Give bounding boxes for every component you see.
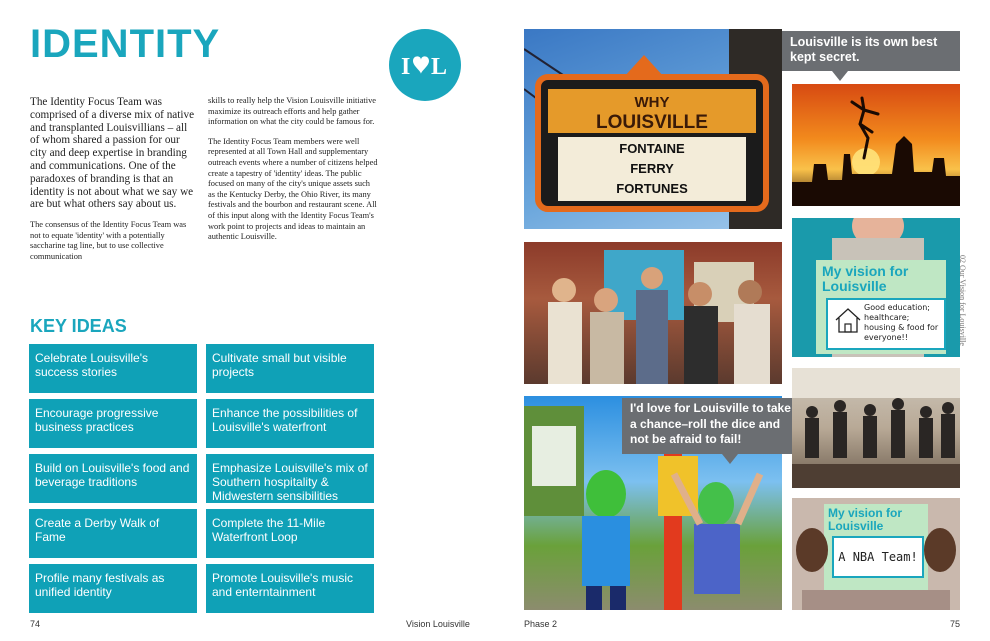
key-idea-box: Promote Louisville's music and enterntainment	[206, 564, 374, 613]
side-section-label: 02 Our Vision for Louisville	[958, 255, 967, 346]
quote-bubble	[782, 31, 960, 71]
key-ideas-title: KEY IDEAS	[30, 316, 127, 336]
marquee-line: FONTAINE	[619, 141, 685, 156]
page-number-right: 75	[950, 619, 961, 629]
marquee-line: FERRY	[630, 161, 674, 176]
key-idea-box: Emphasize Louisville's mix of Southern hospitality & Midwestern sensibilities	[206, 454, 374, 503]
photo-meeting-room	[792, 368, 960, 488]
paragraph-3: skills to really help the Vision Louisville initiative maximize its outreach efforts and help gather information on what the city could be famous for.	[208, 96, 376, 127]
quote-text: I'd love for Louisville to take a chance–roll the dice and not be afraid to fail!	[630, 401, 791, 446]
page-title: IDENTITY	[30, 22, 221, 66]
svg-text:L: L	[431, 54, 448, 80]
paragraph-4: The Identity Focus Team members were well represented at all Town Hall and supplementary outreach events where a number of citizens helped create a tapestry of 'identity' ideas. The public focused on many of the city's unique assets such as the Kentucky Derby, the Ohio River, its many festivals and the bourbon and restaurant scene. All of this input along with the Identity Focus Team's work point to projects and ideas to maintain an authentic Louisville.	[208, 136, 378, 242]
svg-text:I: I	[401, 54, 411, 80]
sign-title: My vision for Louisville	[822, 263, 909, 294]
vision-louisville-logo	[389, 29, 461, 101]
footer-title: Vision Louisville	[406, 619, 470, 629]
logo-icon	[399, 50, 451, 80]
quote-text: Louisville is its own best kept secret.	[790, 35, 938, 64]
key-idea-box: Encourage progressive business practices	[29, 399, 197, 448]
body-column-1	[30, 96, 198, 263]
quote-bubble	[622, 398, 808, 454]
marquee-line: LOUISVILLE	[596, 112, 708, 133]
photo-vision-sign-1	[792, 218, 960, 357]
lead-paragraph: The Identity Focus Team was comprised of a diverse mix of native and transplanted Louisvillians – all of whom shared a passion for our city and deep expertise in branding and communications. One of the paradoxes of branding is that an identity is not about what we say we are but what others say about us.	[30, 96, 195, 211]
photo-vision-sign-2	[792, 498, 960, 610]
key-idea-box: Profile many festivals as unified identity	[29, 564, 197, 613]
footer-phase: Phase 2	[524, 619, 558, 629]
key-idea-box: Build on Louisville's food and beverage traditions	[29, 454, 197, 503]
photo-sunset-silhouette	[792, 84, 960, 206]
marquee-line: FORTUNES	[616, 181, 688, 196]
marquee-line: WHY	[634, 94, 670, 111]
house-drawing-icon	[834, 306, 862, 334]
marquee-sign-image	[524, 29, 782, 229]
key-idea-box: Create a Derby Walk of Fame	[29, 509, 197, 558]
paragraph-2: The consensus of the Identity Focus Team was not to equate 'identity' with a potentially saccharine tag line, but to use collective communication	[30, 220, 187, 261]
sign-handwritten-text: Good education; healthcare; housing & food for everyone!!	[826, 298, 946, 350]
sign-handwritten-text: A NBA Team!	[832, 536, 924, 578]
photo-town-hall-crowd	[524, 242, 782, 384]
key-idea-box: Enhance the possibilities of Louisville's waterfront	[206, 399, 374, 448]
page-number-left: 74	[30, 619, 41, 629]
key-idea-box: Complete the 11-Mile Waterfront Loop	[206, 509, 374, 558]
sign-title: My vision for Louisville	[828, 506, 903, 533]
key-idea-box: Celebrate Louisville's success stories	[29, 344, 197, 393]
photo-marquee	[524, 29, 782, 229]
key-idea-box: Cultivate small but visible projects	[206, 344, 374, 393]
body-column-2	[208, 96, 378, 252]
